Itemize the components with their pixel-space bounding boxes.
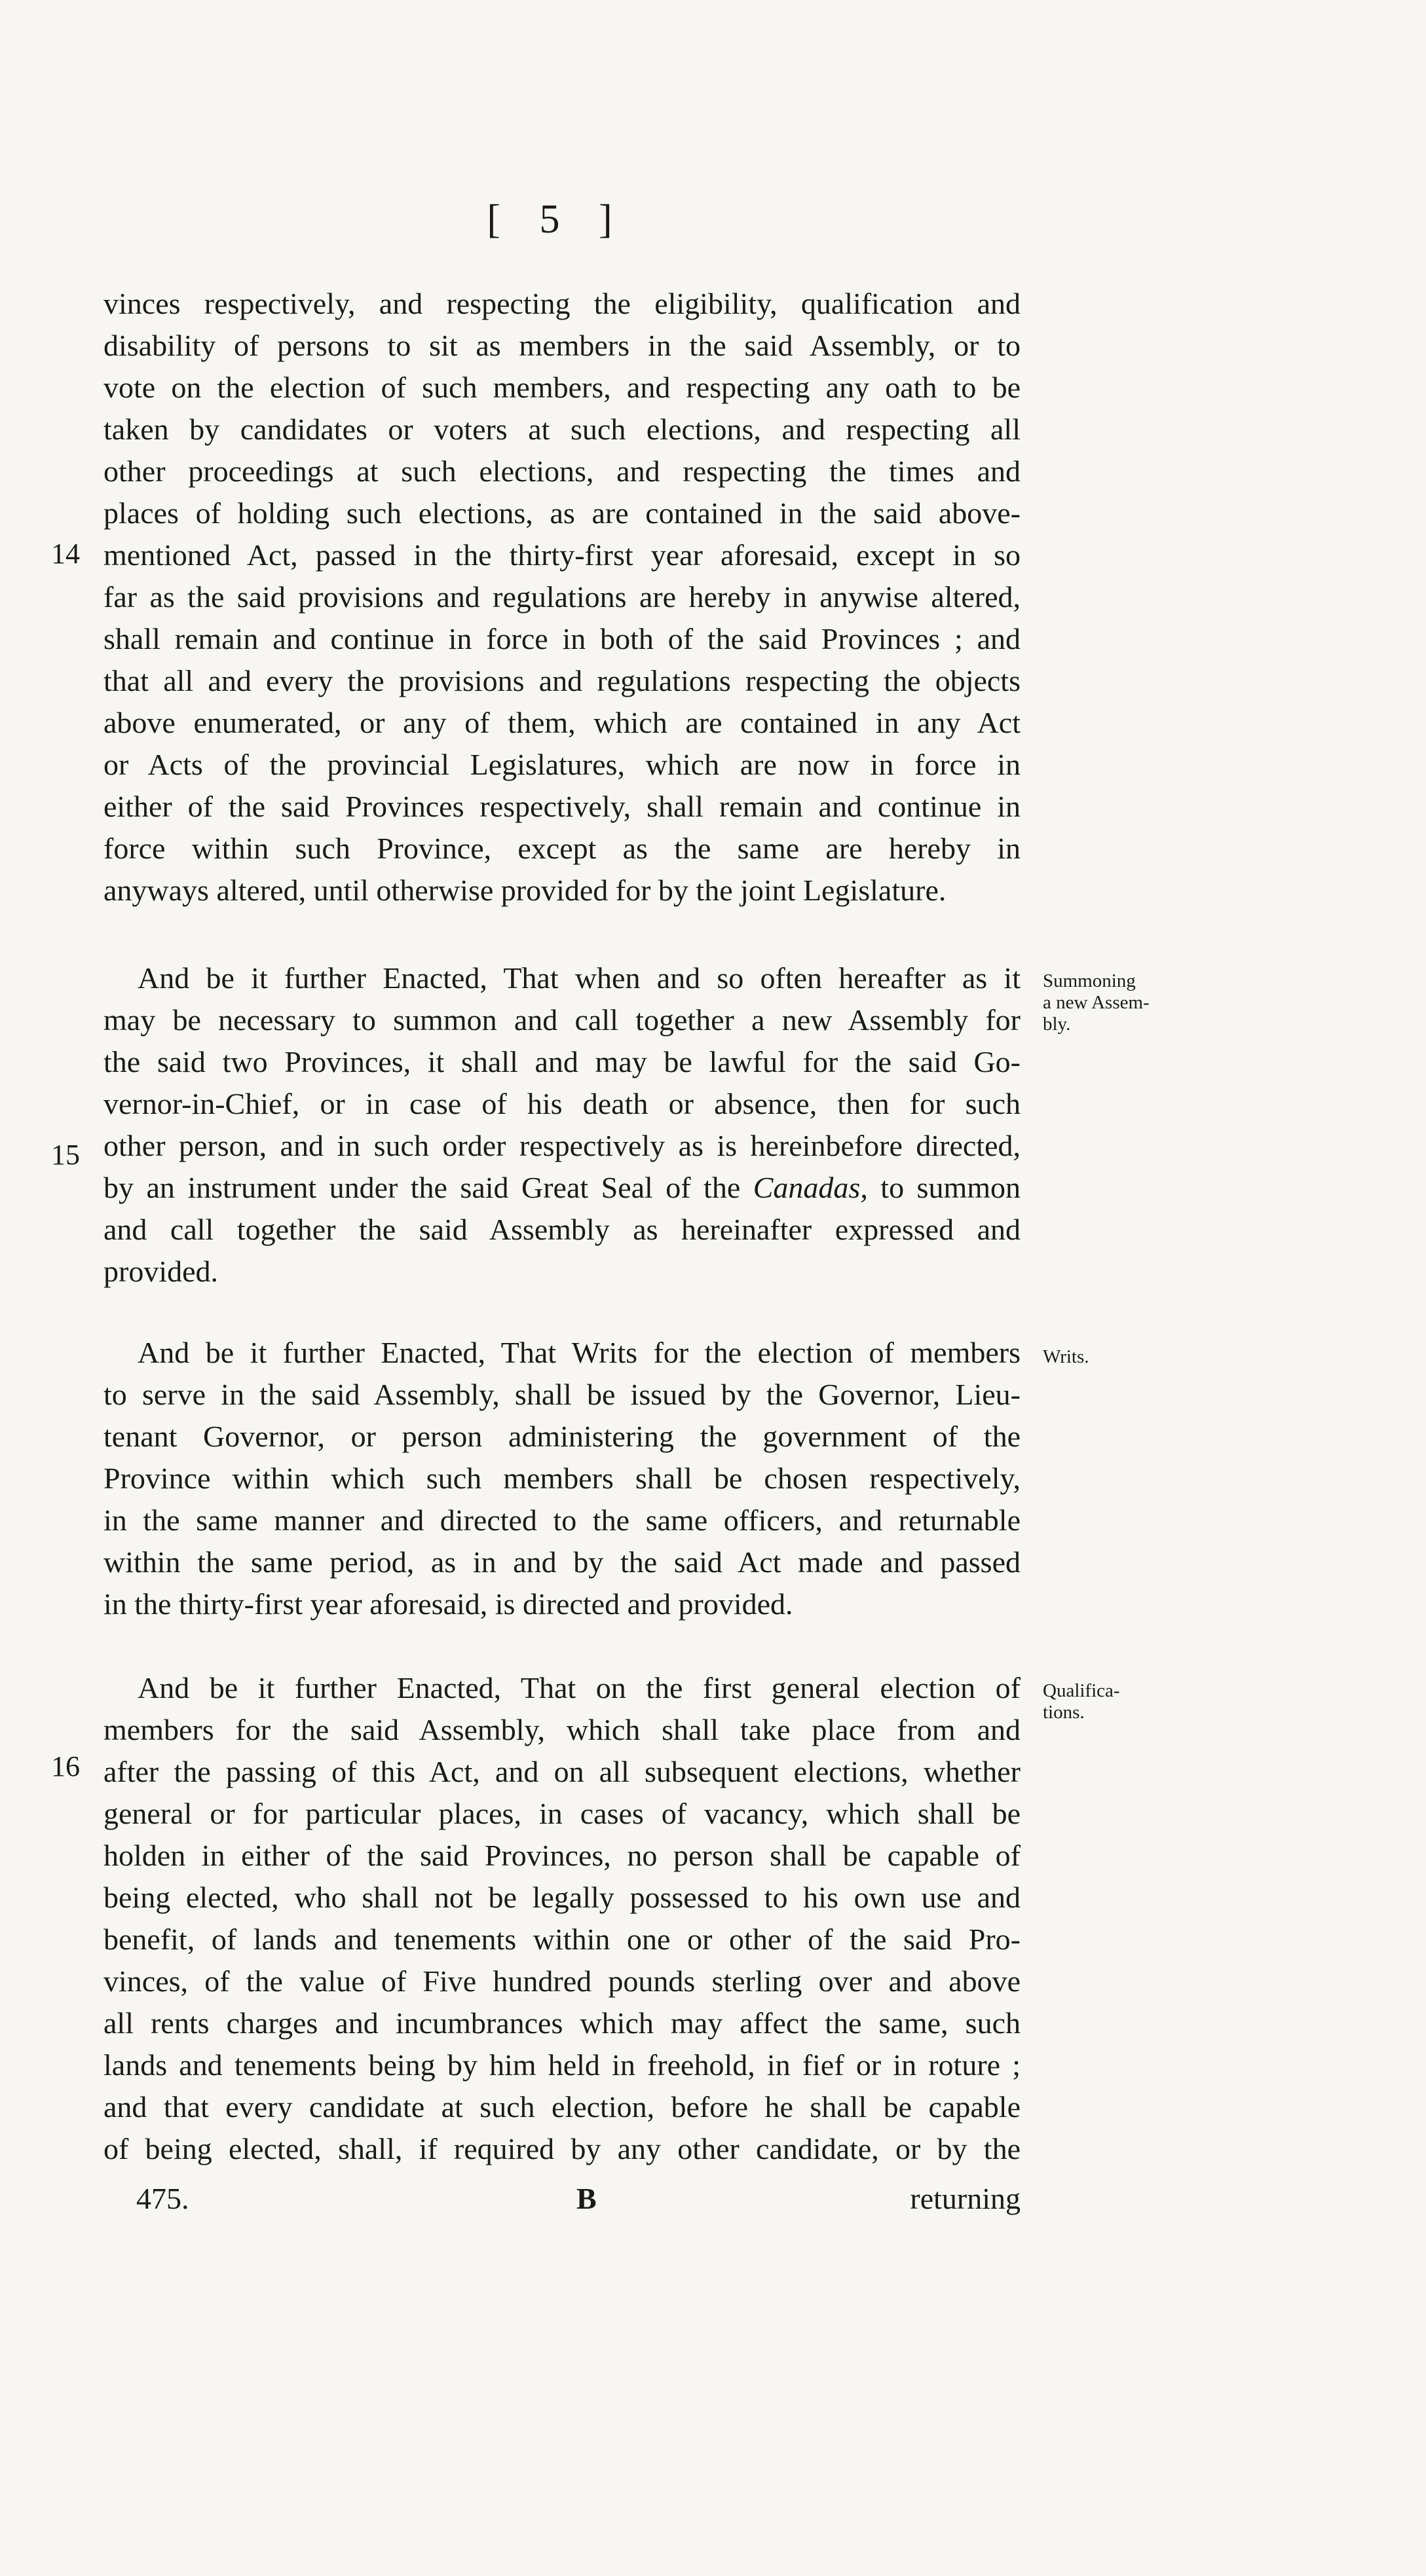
paragraph-3 <box>103 1332 1021 1625</box>
italic-place-name: Canadas, <box>753 1171 868 1204</box>
text-line: above enumerated, or any of them, which are contained in any Act <box>103 706 1021 739</box>
catchword: returning <box>910 2182 1021 2215</box>
text-line: or Acts of the provincial Legislatures, which are now in force in <box>103 748 1021 781</box>
text-line: vernor-in-Chief, or in case of his death or absence, then for such <box>103 1087 1021 1120</box>
marginal-line: a new Assem- <box>1043 992 1150 1013</box>
text-fragment: by an instrument under the said Great Seal of the <box>103 1171 741 1204</box>
text-line: of being elected, shall, if required by any other candidate, or by the <box>103 2132 1021 2165</box>
text-line: vinces respectively, and respecting the eligibility, qualification and <box>103 287 1021 320</box>
marginal-note-writs <box>1043 1346 1200 1368</box>
text-line: Province within which such members shall be chosen respectively, <box>103 1462 1021 1495</box>
text-line: places of holding such elections, as are contained in the said above- <box>103 496 1021 530</box>
text-line: And be it further Enacted, That on the first general election of <box>138 1671 1021 1704</box>
text-line: other person, and in such order respectively as is hereinbefore directed, <box>103 1129 1021 1162</box>
line-number-15: 15 <box>51 1139 80 1171</box>
text-line: other proceedings at such elections, and respecting the times and <box>103 454 1021 488</box>
text-line: in the same manner and directed to the same officers, and returnable <box>103 1503 1021 1537</box>
paragraph-4 <box>103 1667 1021 2170</box>
text-line: and call together the said Assembly as hereinafter expressed and <box>103 1213 1021 1246</box>
text-line: force within such Province, except as the same are hereby in <box>103 832 1021 865</box>
text-line: to serve in the said Assembly, shall be issued by the Governor, Lieu- <box>103 1378 1021 1411</box>
line-number-14: 14 <box>51 538 80 570</box>
text-line: provided. <box>103 1255 219 1288</box>
paragraph-2 <box>103 957 1021 1293</box>
text-line: either of the said Provinces respectively, shall remain and continue in <box>103 790 1021 823</box>
signature-letter: B <box>576 2182 597 2215</box>
line-number-16: 16 <box>51 1750 80 1782</box>
text-line: anyways altered, until otherwise provided for by the joint Legislature. <box>103 874 947 907</box>
text-line: benefit, of lands and tenements within one or other of the said Pro- <box>103 1923 1021 1956</box>
text-line: vote on the election of such members, and respecting any oath to be <box>103 371 1021 404</box>
text-line: that all and every the provisions and regulations respecting the objects <box>103 664 1021 697</box>
text-line: within the same period, as in and by the said Act made and passed <box>103 1545 1021 1579</box>
text-line: lands and tenements being by him held in freehold, in fief or in roture ; <box>103 2048 1021 2082</box>
text-line: after the passing of this Act, and on all subsequent elections, whether <box>103 1755 1021 1788</box>
text-line: the said two Provinces, it shall and may be lawful for the said Go- <box>103 1045 1021 1078</box>
text-line: taken by candidates or voters at such elections, and respecting all <box>103 413 1021 446</box>
text-fragment: to summon <box>880 1171 1021 1204</box>
text-line: all rents charges and incumbrances which may affect the same, such <box>103 2006 1021 2040</box>
text-line: being elected, who shall not be legally possessed to his own use and <box>103 1881 1021 1914</box>
marginal-line: Writs. <box>1043 1346 1089 1367</box>
text-line: And be it further Enacted, That when and so often hereafter as it <box>138 961 1021 995</box>
text-line: members for the said Assembly, which shall take place from and <box>103 1713 1021 1746</box>
marginal-note-qualifications <box>1043 1680 1200 1723</box>
text-line: tenant Governor, or person administering the government of the <box>103 1420 1021 1453</box>
text-line: holden in either of the said Provinces, no person shall be capable of <box>103 1839 1021 1872</box>
text-line-with-italic <box>103 1167 1021 1209</box>
text-line: and that every candidate at such election, before he shall be capable <box>103 2090 1021 2124</box>
paragraph-1 <box>103 283 1021 911</box>
marginal-line: bly. <box>1043 1014 1071 1035</box>
marginal-line: Qualifica- <box>1043 1680 1120 1701</box>
text-line: in the thirty-first year aforesaid, is directed and provided. <box>103 1587 793 1621</box>
text-line: disability of persons to sit as members in the said Assembly, or to <box>103 329 1021 362</box>
text-line: shall remain and continue in force in both of the said Provinces ; and <box>103 622 1021 655</box>
marginal-note-summoning <box>1043 970 1200 1035</box>
text-line: general or for particular places, in cases of vacancy, which shall be <box>103 1797 1021 1830</box>
text-line: vinces, of the value of Five hundred pounds sterling over and above <box>103 1964 1021 1998</box>
text-line: may be necessary to summon and call together a new Assembly for <box>103 1003 1021 1037</box>
text-line: mentioned Act, passed in the thirty-first year aforesaid, except in so <box>103 538 1021 572</box>
page-number: [ 5 ] <box>487 197 627 242</box>
marginal-line: Summoning <box>1043 970 1136 991</box>
signature-number: 475. <box>136 2182 189 2215</box>
marginal-line: tions. <box>1043 1702 1085 1723</box>
text-line: And be it further Enacted, That Writs for the election of members <box>138 1336 1021 1369</box>
text-line: far as the said provisions and regulations are hereby in anywise altered, <box>103 580 1021 614</box>
page-footer <box>103 2181 1021 2223</box>
